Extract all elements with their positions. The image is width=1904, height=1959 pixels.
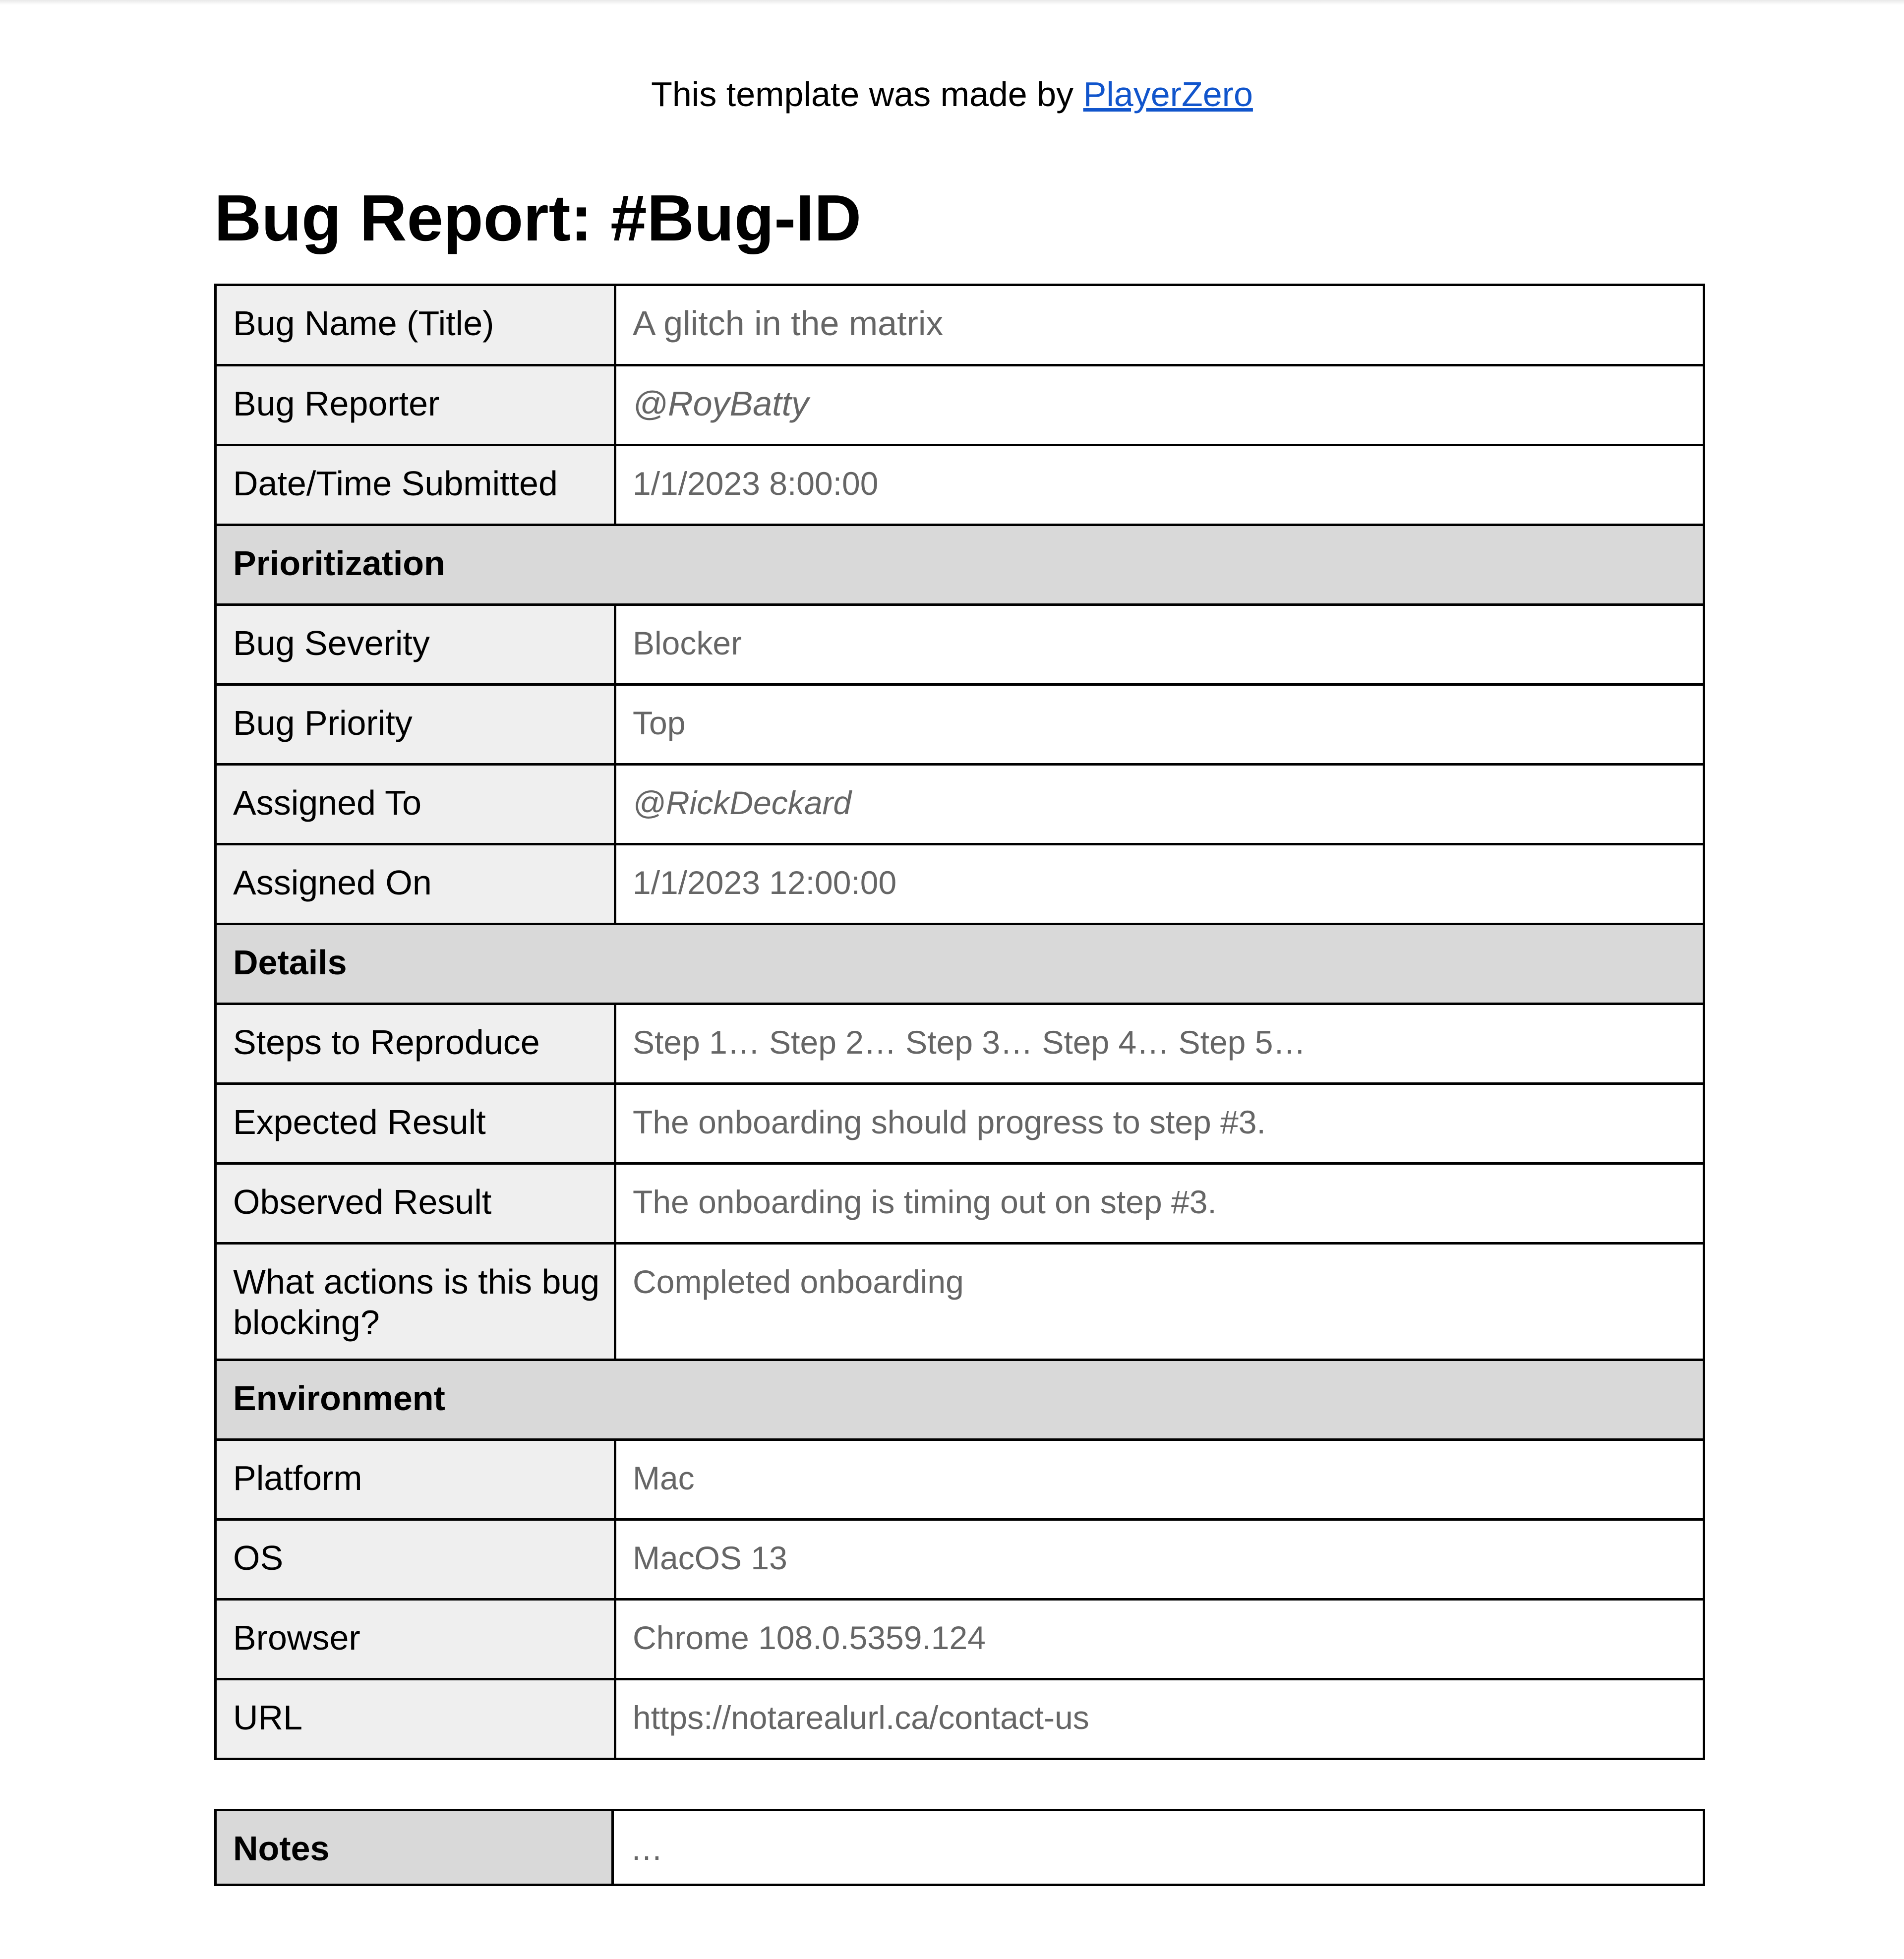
expected-result-label: Expected Result bbox=[216, 1084, 615, 1164]
notes-value[interactable]: … bbox=[613, 1810, 1704, 1885]
os-value[interactable]: MacOS 13 bbox=[615, 1520, 1704, 1600]
assigned-on-label: Assigned On bbox=[216, 844, 615, 924]
blocking-value[interactable]: Completed onboarding bbox=[615, 1244, 1704, 1360]
bug-reporter-value[interactable]: @RoyBatty bbox=[615, 365, 1704, 445]
bug-reporter-label: Bug Reporter bbox=[216, 365, 615, 445]
steps-label: Steps to Reproduce bbox=[216, 1004, 615, 1084]
row-assigned-to bbox=[216, 765, 1704, 844]
row-date-submitted bbox=[216, 445, 1704, 525]
observed-result-value[interactable]: The onboarding is timing out on step #3. bbox=[615, 1164, 1704, 1244]
bug-priority-value[interactable]: Top bbox=[615, 685, 1704, 765]
row-bug-name bbox=[216, 285, 1704, 365]
row-assigned-on bbox=[216, 844, 1704, 924]
url-label: URL bbox=[216, 1679, 615, 1759]
date-submitted-value[interactable]: 1/1/2023 8:00:00 bbox=[615, 445, 1704, 525]
top-edge-shadow bbox=[0, 0, 1904, 5]
platform-label: Platform bbox=[216, 1440, 615, 1520]
bug-name-label: Bug Name (Title) bbox=[216, 285, 615, 365]
section-prioritization bbox=[216, 525, 1704, 605]
bug-priority-label: Bug Priority bbox=[216, 685, 615, 765]
credit-prefix: This template was made by bbox=[651, 75, 1074, 114]
expected-result-value[interactable]: The onboarding should progress to step #3. bbox=[615, 1084, 1704, 1164]
url-value[interactable]: https://notarealurl.ca/contact-us bbox=[615, 1679, 1704, 1759]
assigned-to-value[interactable]: @RickDeckard bbox=[615, 765, 1704, 844]
row-expected-result bbox=[216, 1084, 1704, 1164]
bug-severity-value[interactable]: Blocker bbox=[615, 605, 1704, 685]
assigned-on-value[interactable]: 1/1/2023 12:00:00 bbox=[615, 844, 1704, 924]
bug-report-table bbox=[214, 284, 1705, 1760]
row-bug-reporter bbox=[216, 365, 1704, 445]
details-heading: Details bbox=[216, 924, 1704, 1004]
observed-result-label: Observed Result bbox=[216, 1164, 615, 1244]
row-url bbox=[216, 1679, 1704, 1759]
prioritization-heading: Prioritization bbox=[216, 525, 1704, 605]
row-platform bbox=[216, 1440, 1704, 1520]
row-bug-severity bbox=[216, 605, 1704, 685]
row-blocking-actions bbox=[216, 1244, 1704, 1360]
browser-value[interactable]: Chrome 108.0.5359.124 bbox=[615, 1600, 1704, 1679]
bug-name-value[interactable]: A glitch in the matrix bbox=[615, 285, 1704, 365]
page-title: Bug Report: #Bug-ID bbox=[214, 181, 862, 254]
section-environment bbox=[216, 1360, 1704, 1440]
row-observed-result bbox=[216, 1164, 1704, 1244]
notes-table bbox=[214, 1809, 1705, 1886]
blocking-label: What actions is this bug blocking? bbox=[216, 1244, 615, 1360]
notes-label: Notes bbox=[216, 1810, 613, 1885]
date-submitted-label: Date/Time Submitted bbox=[216, 445, 615, 525]
row-os bbox=[216, 1520, 1704, 1600]
browser-label: Browser bbox=[216, 1600, 615, 1679]
assigned-to-label: Assigned To bbox=[216, 765, 615, 844]
os-label: OS bbox=[216, 1520, 615, 1600]
row-browser bbox=[216, 1600, 1704, 1679]
template-credit bbox=[0, 69, 1904, 119]
environment-heading: Environment bbox=[216, 1360, 1704, 1440]
playerzero-link[interactable]: PlayerZero bbox=[1083, 75, 1253, 114]
steps-value[interactable]: Step 1… Step 2… Step 3… Step 4… Step 5… bbox=[615, 1004, 1704, 1084]
row-notes bbox=[216, 1810, 1704, 1885]
row-bug-priority bbox=[216, 685, 1704, 765]
section-details bbox=[216, 924, 1704, 1004]
bug-severity-label: Bug Severity bbox=[216, 605, 615, 685]
row-steps-to-reproduce bbox=[216, 1004, 1704, 1084]
platform-value[interactable]: Mac bbox=[615, 1440, 1704, 1520]
